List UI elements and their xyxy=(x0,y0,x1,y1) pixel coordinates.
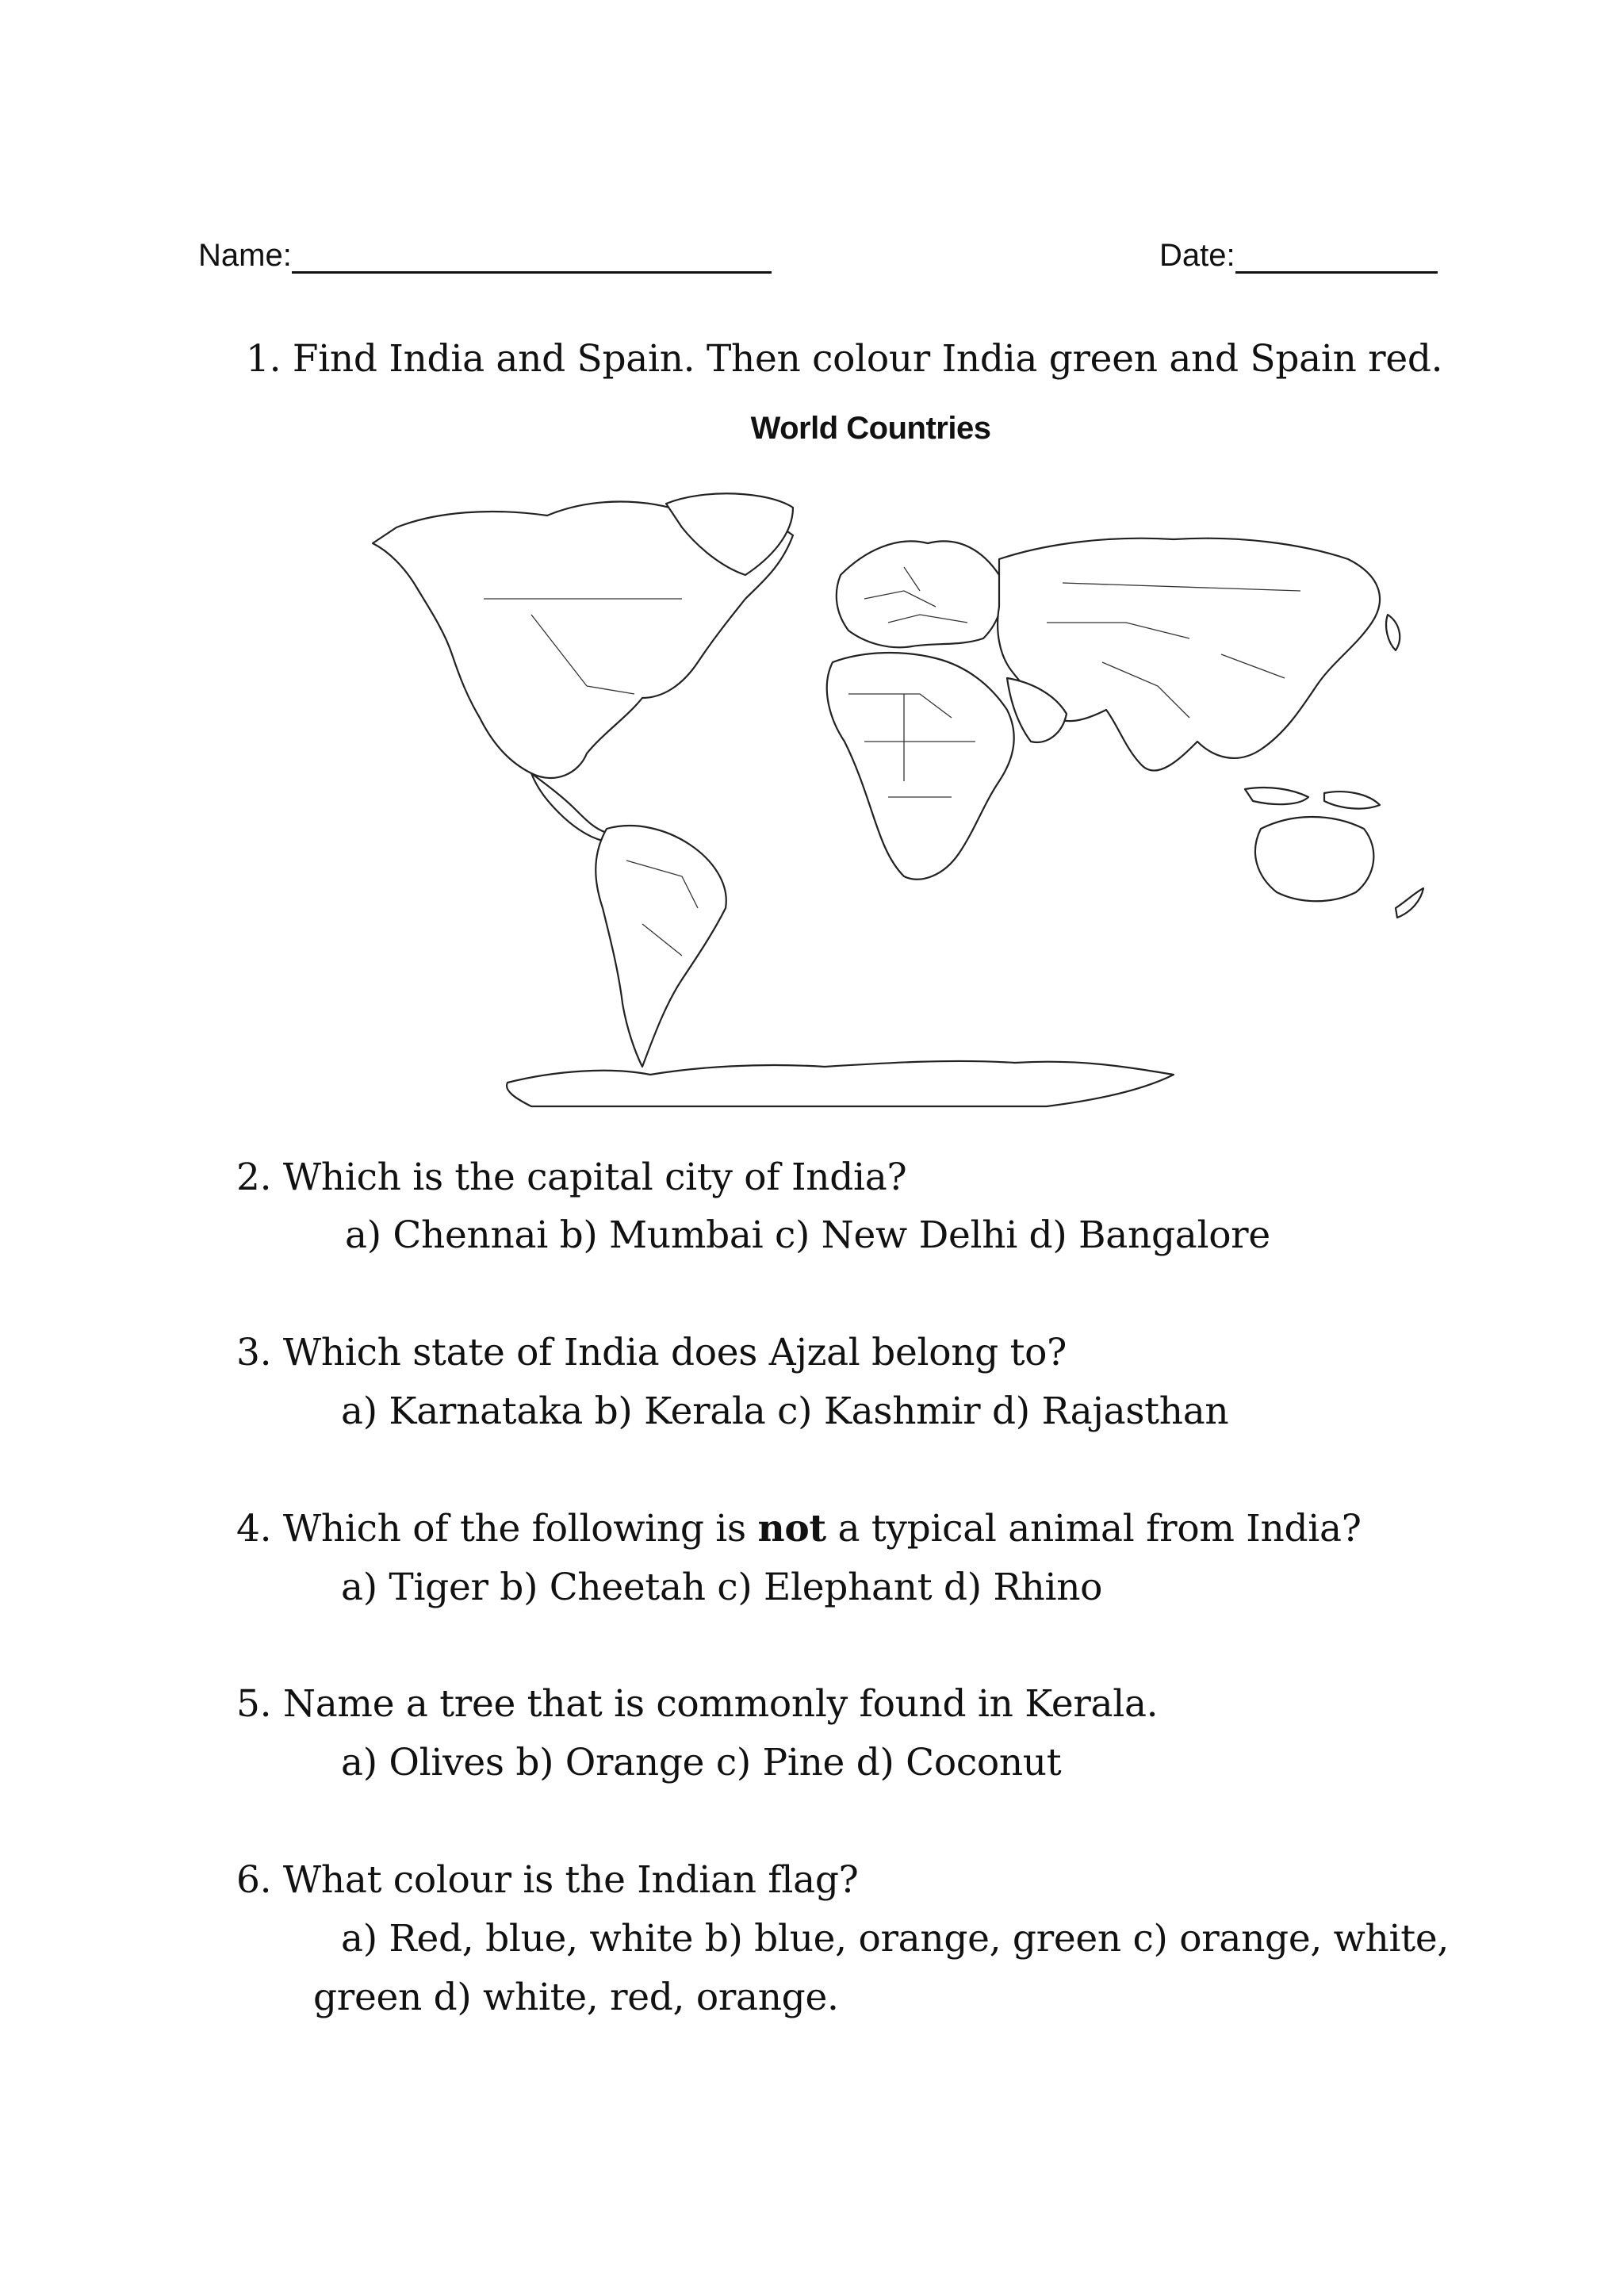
name-blank-line[interactable] xyxy=(292,244,772,274)
question-4-text-start: 4. Which of the following is xyxy=(236,1507,758,1550)
question-2: 2. Which is the capital city of India? xyxy=(236,1156,907,1199)
name-field xyxy=(198,238,772,274)
date-label: Date: xyxy=(1159,238,1235,273)
question-3: 3. Which state of India does Ajzal belong to? xyxy=(236,1331,1067,1374)
question-4-options: a) Tiger b) Cheetah c) Elephant d) Rhino xyxy=(341,1566,1103,1609)
indonesia-outline xyxy=(1245,788,1380,809)
question-5: 5. Name a tree that is commonly found in Kerala. xyxy=(236,1682,1159,1726)
question-4-emphasis: not xyxy=(757,1507,826,1550)
question-4 xyxy=(236,1507,1362,1550)
question-6-options-line-1: a) Red, blue, white b) blue, orange, green c) orange, white, xyxy=(341,1917,1450,1961)
question-5-options: a) Olives b) Orange c) Pine d) Coconut xyxy=(341,1741,1062,1784)
date-blank-line[interactable] xyxy=(1235,244,1438,274)
africa-outline xyxy=(827,653,1014,880)
question-3-options: a) Karnataka b) Kerala c) Kashmir d) Rajasthan xyxy=(341,1389,1229,1433)
new-zealand-outline xyxy=(1396,888,1423,918)
map-title: World Countries xyxy=(750,411,991,446)
japan-outline xyxy=(1386,615,1400,650)
name-label: Name: xyxy=(198,238,292,273)
question-4-text-end: a typical animal from India? xyxy=(825,1507,1362,1550)
question-2-options: a) Chennai b) Mumbai c) New Delhi d) Bangalore xyxy=(345,1213,1270,1257)
south-america-outline xyxy=(596,826,726,1067)
world-map-outline xyxy=(349,480,1507,1130)
date-field xyxy=(1159,238,1438,274)
australia-outline xyxy=(1255,817,1373,901)
antarctica-outline xyxy=(507,1061,1174,1106)
question-6: 6. What colour is the Indian flag? xyxy=(236,1858,859,1902)
question-1: 1. Find India and Spain. Then colour India green and Spain red. xyxy=(246,337,1443,381)
central-america-outline xyxy=(531,773,607,841)
europe-outline xyxy=(837,541,1002,647)
question-6-options-line-2: green d) white, red, orange. xyxy=(313,1976,839,2019)
